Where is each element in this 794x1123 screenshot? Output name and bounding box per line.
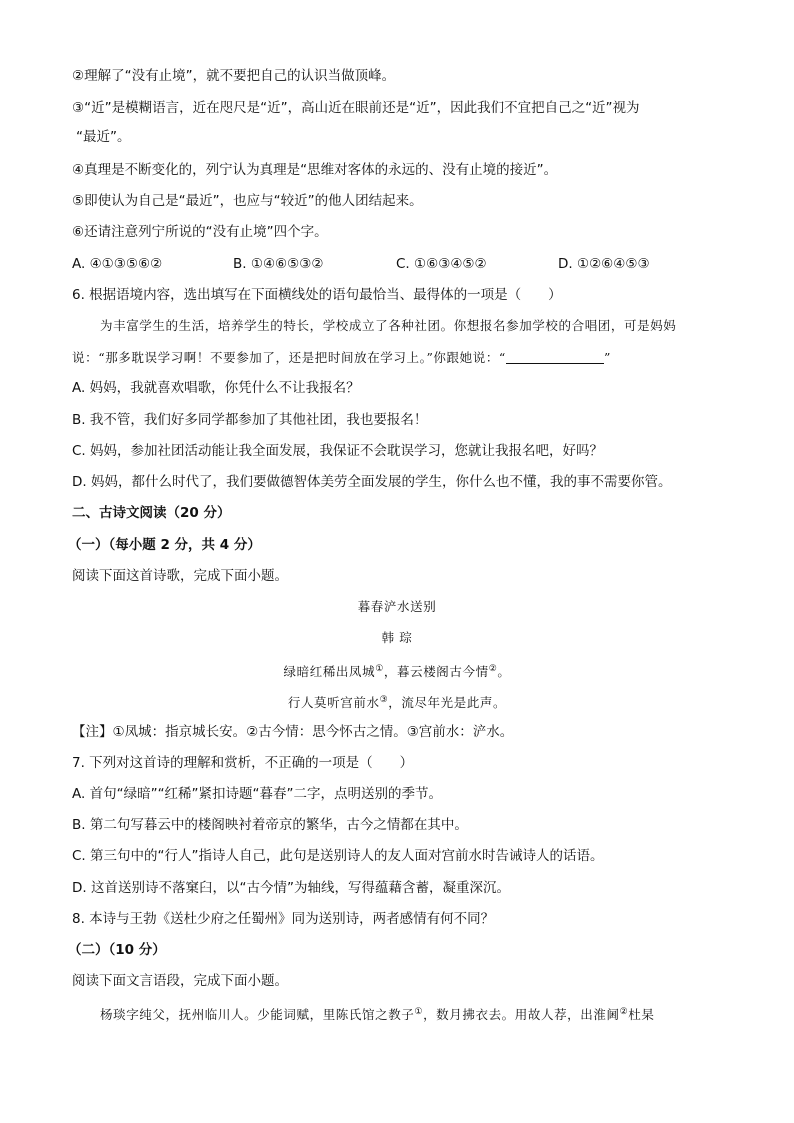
- part2-instruction: 阅读下面文言语段，完成下面小题。: [72, 973, 288, 989]
- q5-option-a: A. ④①③⑤⑥②: [72, 256, 163, 272]
- q7-option-a: A. 首句“绿暗”“红稀”紧扣诗题“暮春”二字，点明送别的季节。: [72, 786, 443, 802]
- q6-passage-line1: 为丰富学生的生活，培养学生的特长，学校成立了各种社团。你想报名参加学校的合唱团，可是妈妈: [100, 318, 677, 333]
- note-mark-1: ①: [375, 664, 384, 674]
- classical-part-a: 杨琰字纯父，抚州临川人。少能词赋，里陈氏馆之教子: [100, 1007, 415, 1023]
- q6-option-c: C. 妈妈，参加社团活动能让我全面发展，我保证不会耽误学习，您就让我报名吧，好吗？: [72, 443, 604, 459]
- q7-stem: 7. 下列对这首诗的理解和赏析，不正确的一项是（ ）: [72, 755, 414, 771]
- q6-answer-blank: [506, 349, 604, 364]
- poem-line-2-part-b: ，流尽年光是此声。: [388, 695, 507, 711]
- q6-stem: 6. 根据语境内容，选出填写在下面横线处的语句最恰当、最得体的一项是（ ）: [72, 287, 562, 303]
- q5-item-4: ④真理是不断变化的，列宁认为真理是“思维对客体的永远的、没有止境的接近”。: [72, 162, 558, 178]
- q5-option-d: D. ①②⑥④⑤③: [558, 256, 650, 272]
- q6-passage-close: ”: [603, 350, 611, 365]
- q6-passage-line2: [72, 348, 724, 368]
- q5-item-6: ⑥还请注意列宁所说的“没有止境”四个字。: [72, 224, 328, 240]
- q5-item-3: ③“近”是模糊语言，近在咫尺是“近”，高山近在眼前还是“近”，因此我们不宜把自己之“近”视为: [72, 100, 640, 116]
- q5-item-2: ②理解了“没有止境”，就不要把自己的认识当做顶峰。: [72, 68, 396, 84]
- poem-line-2: [0, 690, 794, 713]
- q7-option-c: C. 第三句中的“行人”指诗人自己，此句是送别诗人的友人面对宫前水时告诫诗人的话语。: [72, 848, 604, 864]
- classical-passage-line1: [100, 1002, 724, 1025]
- q6-passage-text: 说：“那多耽误学习啊！不要参加了，还是把时间放在学习上。”你跟她说：“: [72, 350, 506, 365]
- q5-item-5: ⑤即使认为自己是“最近”，也应与“较近”的他人团结起来。: [72, 193, 423, 209]
- q5-item-3-cont: “最近”。: [76, 129, 131, 145]
- q6-option-d: D. 妈妈，都什么时代了，我们要做德智体美劳全面发展的学生，你什么也不懂，我的事不需要你管。: [72, 474, 672, 490]
- q6-option-b: B. 我不管，我们好多同学都参加了其他社团，我也要报名！: [72, 412, 428, 428]
- poem-line-1-part-a: 绿暗红稀出凤城: [283, 664, 376, 680]
- q7-option-b: B. 第二句写暮云中的楼阁映衬着帝京的繁华，古今之情都在其中。: [72, 817, 468, 833]
- q8-stem: 8. 本诗与王勃《送杜少府之任蜀州》同为送别诗，两者感情有何不同？: [72, 911, 495, 927]
- q7-option-d: D. 这首送别诗不落窠臼，以“古今情”为轴线，写得蕴藉含蓄，凝重深沉。: [72, 880, 510, 896]
- poem-annotation: 【注】①凤城：指京城长安。②古今情：思今怀古之情。③宫前水：浐水。: [72, 724, 514, 740]
- part2-title: （二）（10 分）: [68, 942, 166, 958]
- note-mark-3: ③: [379, 695, 389, 705]
- part1-title: （一）（每小题 2 分，共 4 分）: [68, 537, 261, 553]
- q6-option-a: A. 妈妈，我就喜欢唱歌，你凭什么不让我报名？: [72, 380, 360, 396]
- q5-option-c: C. ①⑥③④⑤②: [396, 256, 487, 272]
- section2-title: 二、古诗文阅读（20 分）: [72, 505, 231, 521]
- poem-line-1: [0, 659, 794, 682]
- poem-line-1-part-c: 。: [497, 664, 511, 680]
- classical-part-c: 杜杲: [628, 1007, 655, 1023]
- note-mark-1b: ①: [414, 1007, 424, 1017]
- poem-line-1-part-b: ，暮云楼阁古今情: [383, 664, 489, 680]
- poem-title: 暮春浐水送别: [357, 599, 437, 614]
- q5-option-b: B. ①④⑥⑤③②: [233, 256, 324, 272]
- poem-author: 韩 琮: [381, 630, 413, 645]
- note-mark-2: ②: [488, 664, 498, 674]
- note-mark-2b: ②: [619, 1007, 629, 1017]
- part1-instruction: 阅读下面这首诗歌，完成下面小题。: [72, 568, 288, 584]
- classical-part-b: ，数月拂衣去。用故人荐，出淮阃: [423, 1007, 620, 1023]
- poem-line-2-part-a: 行人莫听宫前水: [287, 695, 380, 711]
